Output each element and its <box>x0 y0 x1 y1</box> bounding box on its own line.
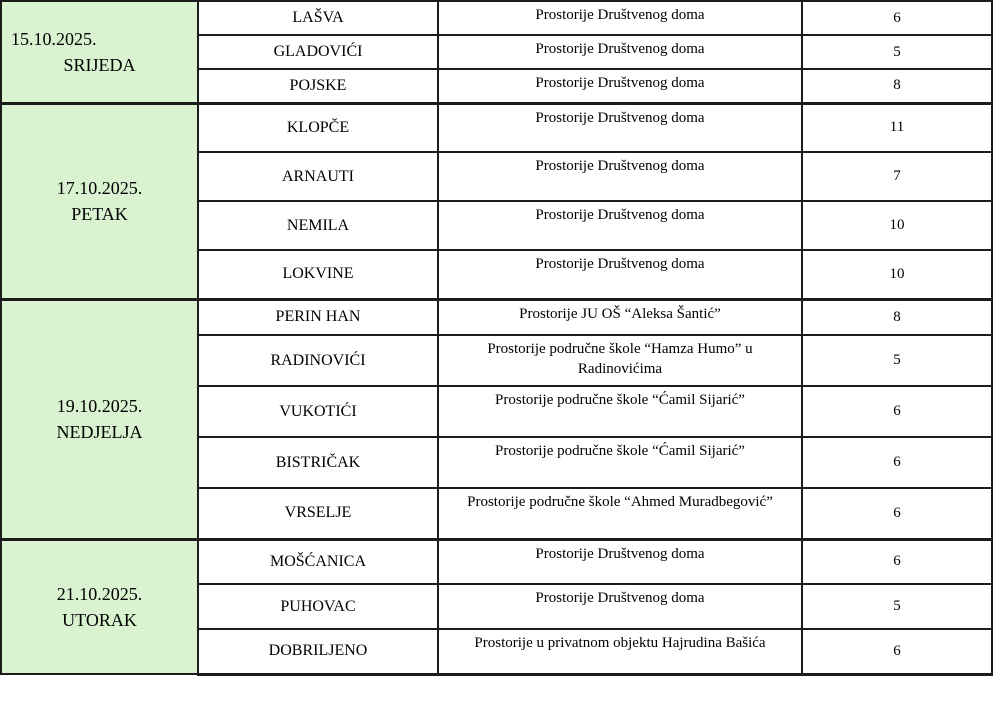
place-cell: PERIN HAN <box>198 299 438 335</box>
venue-cell: Prostorije Društvenog doma <box>438 201 802 250</box>
table-row <box>1 299 992 335</box>
place-cell: ARNAUTI <box>198 152 438 201</box>
venue-cell: Prostorije Društvenog doma <box>438 35 802 69</box>
count-cell: 11 <box>802 103 992 152</box>
table-row <box>1 103 992 152</box>
count-cell: 6 <box>802 629 992 674</box>
date-label: 17.10.2025. <box>56 177 143 198</box>
table-row <box>1 1 992 35</box>
count-cell: 5 <box>802 335 992 386</box>
count-cell: 6 <box>802 437 992 488</box>
venue-cell: Prostorije Društvenog doma <box>438 1 802 35</box>
date-label: 21.10.2025. <box>56 583 143 604</box>
date-cell <box>1 103 198 299</box>
venue-cell: Prostorije Društvenog doma <box>438 103 802 152</box>
count-cell: 10 <box>802 201 992 250</box>
place-cell: GLADOVIĆI <box>198 35 438 69</box>
count-cell: 5 <box>802 35 992 69</box>
venue-cell: Prostorije Društvenog doma <box>438 152 802 201</box>
venue-cell: Prostorije područne škole “Ćamil Sijarić” <box>438 437 802 488</box>
venue-cell: Prostorije područne škole “Ćamil Sijarić” <box>438 386 802 437</box>
count-cell: 8 <box>802 69 992 103</box>
place-cell: POJSKE <box>198 69 438 103</box>
venue-cell: Prostorije područne škole “Hamza Humo” u Radinovićima <box>438 335 802 386</box>
venue-cell: Prostorije u privatnom objektu Hajrudina Bašića <box>438 629 802 674</box>
count-cell: 7 <box>802 152 992 201</box>
day-label: NEDJELJA <box>56 422 143 442</box>
place-cell: KLOPČE <box>198 103 438 152</box>
place-cell: BISTRIČAK <box>198 437 438 488</box>
venue-cell: Prostorije Društvenog doma <box>438 250 802 299</box>
venue-cell: Prostorije JU OŠ “Aleksa Šantić” <box>438 299 802 335</box>
place-cell: RADINOVIĆI <box>198 335 438 386</box>
place-cell: LAŠVA <box>198 1 438 35</box>
date-cell <box>1 1 198 103</box>
count-cell: 6 <box>802 1 992 35</box>
count-cell: 6 <box>802 539 992 584</box>
place-cell: MOŠĆANICA <box>198 539 438 584</box>
place-cell: DOBRILJENO <box>198 629 438 674</box>
venue-cell: Prostorije Društvenog doma <box>438 69 802 103</box>
table-row <box>1 539 992 584</box>
venue-cell: Prostorije Društvenog doma <box>438 539 802 584</box>
place-cell: NEMILA <box>198 201 438 250</box>
venue-cell: Prostorije područne škole “Ahmed Muradbegović” <box>438 488 802 539</box>
count-cell: 6 <box>802 488 992 539</box>
date-label: 19.10.2025. <box>56 395 143 416</box>
day-label: SRIJEDA <box>63 54 136 75</box>
day-label: PETAK <box>71 204 128 224</box>
count-cell: 5 <box>802 584 992 629</box>
date-label: 15.10.2025. <box>11 28 97 49</box>
place-cell: VRSELJE <box>198 488 438 539</box>
day-label: UTORAK <box>62 609 137 630</box>
place-cell: VUKOTIĆI <box>198 386 438 437</box>
date-cell <box>1 539 198 674</box>
place-cell: PUHOVAC <box>198 584 438 629</box>
venue-cell: Prostorije Društvenog doma <box>438 584 802 629</box>
count-cell: 8 <box>802 299 992 335</box>
count-cell: 10 <box>802 250 992 299</box>
date-cell <box>1 299 198 539</box>
count-cell: 6 <box>802 386 992 437</box>
place-cell: LOKVINE <box>198 250 438 299</box>
